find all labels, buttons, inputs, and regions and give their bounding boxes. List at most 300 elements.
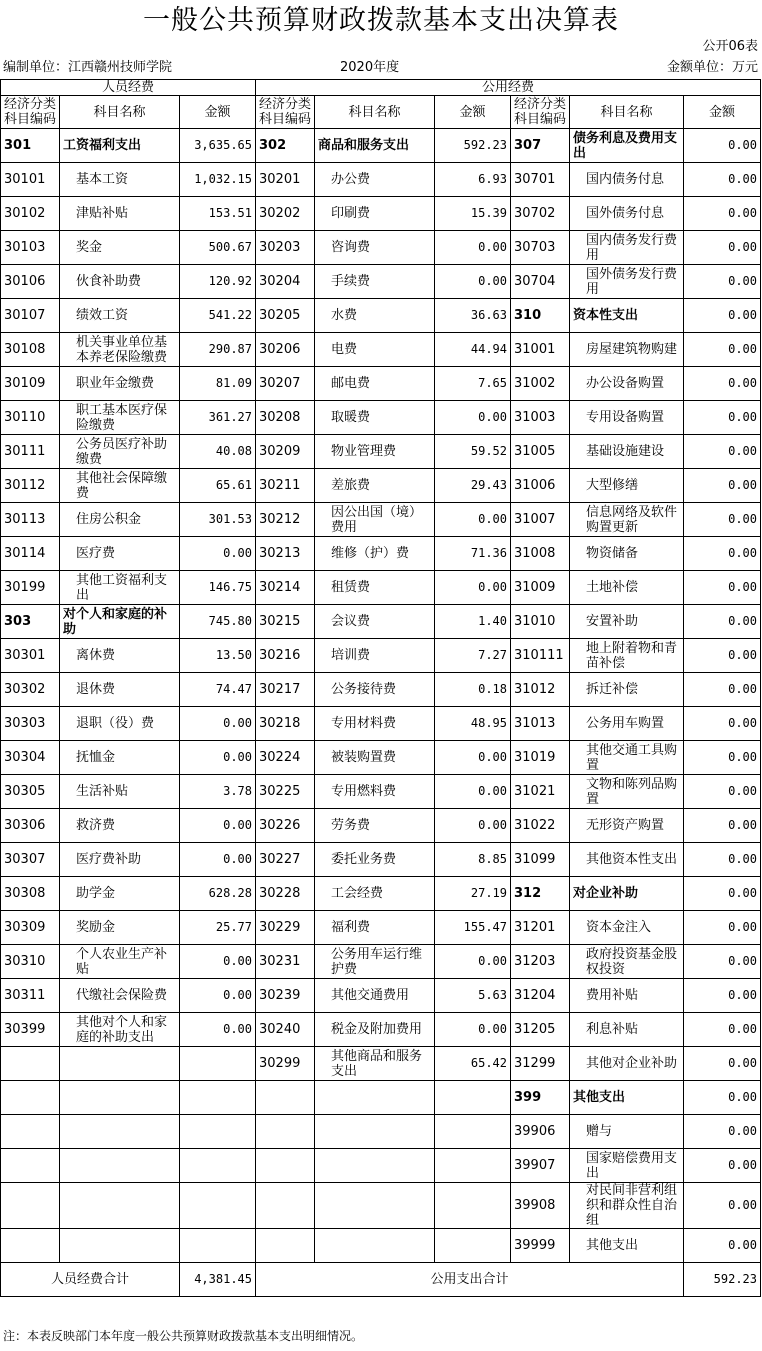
- amount-cell: [435, 1183, 511, 1229]
- account-code: 303: [1, 605, 60, 639]
- account-code: 31006: [511, 469, 570, 503]
- amount-cell: 36.63: [435, 299, 511, 333]
- account-code: 30703: [511, 231, 570, 265]
- account-name: 公务用车运行维护费: [315, 945, 435, 979]
- account-name: 工会经费: [315, 877, 435, 911]
- account-code: 30225: [256, 775, 315, 809]
- amount-cell: 59.52: [435, 435, 511, 469]
- account-code: 30229: [256, 911, 315, 945]
- account-code: 30206: [256, 333, 315, 367]
- account-code: 31299: [511, 1047, 570, 1081]
- account-code: 30102: [1, 197, 60, 231]
- amount-cell: 44.94: [435, 333, 511, 367]
- table-row: [1, 299, 761, 333]
- account-name: 地上附着物和青苗补偿: [570, 639, 684, 673]
- amount-cell: 0.00: [684, 265, 761, 299]
- account-name: 其他对企业补助: [570, 1047, 684, 1081]
- account-code: 30211: [256, 469, 315, 503]
- account-name: 资本性支出: [570, 299, 684, 333]
- table-row: [1, 1047, 761, 1081]
- amount-cell: 27.19: [435, 877, 511, 911]
- account-name: 利息补贴: [570, 1013, 684, 1047]
- amount-cell: 13.50: [180, 639, 256, 673]
- account-name: 培训费: [315, 639, 435, 673]
- amount-cell: 74.47: [180, 673, 256, 707]
- amount-cell: 0.00: [180, 1013, 256, 1047]
- account-code: 30213: [256, 537, 315, 571]
- account-code: [1, 1047, 60, 1081]
- account-name: 基本工资: [60, 163, 180, 197]
- account-code: [1, 1081, 60, 1115]
- amount-cell: 0.00: [684, 1047, 761, 1081]
- account-code: 30205: [256, 299, 315, 333]
- personnel-header: 人员经费: [1, 80, 256, 96]
- account-name: 助学金: [60, 877, 180, 911]
- amount-cell: 301.53: [180, 503, 256, 537]
- amount-cell: [180, 1149, 256, 1183]
- amount-cell: 3,635.65: [180, 129, 256, 163]
- account-code: 30209: [256, 435, 315, 469]
- table-row: [1, 1183, 761, 1229]
- amount-column-header: 金额: [435, 96, 511, 129]
- amount-cell: 0.00: [684, 605, 761, 639]
- account-code: 30112: [1, 469, 60, 503]
- account-name: 工资福利支出: [60, 129, 180, 163]
- account-name: 费用补贴: [570, 979, 684, 1013]
- amount-cell: 0.00: [684, 197, 761, 231]
- account-code: 30305: [1, 775, 60, 809]
- account-code: 30208: [256, 401, 315, 435]
- account-code: 30217: [256, 673, 315, 707]
- account-code: 30109: [1, 367, 60, 401]
- amount-cell: 0.00: [684, 673, 761, 707]
- amount-cell: 40.08: [180, 435, 256, 469]
- account-code: 31001: [511, 333, 570, 367]
- account-name: 其他交通费用: [315, 979, 435, 1013]
- expenditure-table: [0, 79, 761, 1297]
- amount-cell: 0.00: [684, 911, 761, 945]
- account-name: [315, 1081, 435, 1115]
- account-name: 国外债务付息: [570, 197, 684, 231]
- account-code: 31013: [511, 707, 570, 741]
- amount-cell: 745.80: [180, 605, 256, 639]
- account-name: [315, 1149, 435, 1183]
- account-code: [256, 1081, 315, 1115]
- account-name: [315, 1183, 435, 1229]
- account-name: 个人农业生产补贴: [60, 945, 180, 979]
- amount-cell: 0.00: [684, 1183, 761, 1229]
- account-code: 312: [511, 877, 570, 911]
- account-name: 无形资产购置: [570, 809, 684, 843]
- amount-column-header: 金额: [180, 96, 256, 129]
- account-name: [315, 1229, 435, 1263]
- account-code: 30199: [1, 571, 60, 605]
- account-name: 物资储备: [570, 537, 684, 571]
- account-code: 31012: [511, 673, 570, 707]
- account-name: 其他对个人和家庭的补助支出: [60, 1013, 180, 1047]
- amount-cell: 25.77: [180, 911, 256, 945]
- name-column-header: 科目名称: [315, 96, 435, 129]
- amount-cell: 541.22: [180, 299, 256, 333]
- table-row: [1, 231, 761, 265]
- account-name: 商品和服务支出: [315, 129, 435, 163]
- amount-cell: 0.00: [684, 299, 761, 333]
- account-name: 税金及附加费用: [315, 1013, 435, 1047]
- account-code: 31203: [511, 945, 570, 979]
- account-code: 30215: [256, 605, 315, 639]
- account-code: 30212: [256, 503, 315, 537]
- account-code: [1, 1183, 60, 1229]
- account-code: 30301: [1, 639, 60, 673]
- account-name: 代缴社会保险费: [60, 979, 180, 1013]
- account-code: 31019: [511, 741, 570, 775]
- account-code: 39999: [511, 1229, 570, 1263]
- account-name: 抚恤金: [60, 741, 180, 775]
- account-code: 30304: [1, 741, 60, 775]
- amount-cell: [435, 1115, 511, 1149]
- account-name: 专用设备购置: [570, 401, 684, 435]
- account-name: [315, 1115, 435, 1149]
- amount-cell: 0.00: [435, 503, 511, 537]
- account-code: 310111: [511, 639, 570, 673]
- amount-cell: 0.00: [684, 809, 761, 843]
- account-code: 30201: [256, 163, 315, 197]
- account-name: 维修（护）费: [315, 537, 435, 571]
- amount-cell: 0.00: [684, 979, 761, 1013]
- amount-cell: 0.00: [684, 469, 761, 503]
- table-row: [1, 673, 761, 707]
- amount-cell: 0.00: [180, 537, 256, 571]
- account-name: 安置补助: [570, 605, 684, 639]
- table-row: [1, 1081, 761, 1115]
- account-code: 39908: [511, 1183, 570, 1229]
- account-name: 其他社会保障缴费: [60, 469, 180, 503]
- amount-cell: [180, 1081, 256, 1115]
- account-code: 30202: [256, 197, 315, 231]
- amount-column-header: 金额: [684, 96, 761, 129]
- account-name: [60, 1081, 180, 1115]
- amount-cell: 0.18: [435, 673, 511, 707]
- amount-cell: 0.00: [435, 231, 511, 265]
- account-name: 土地补偿: [570, 571, 684, 605]
- table-row: [1, 537, 761, 571]
- account-code: [1, 1149, 60, 1183]
- amount-cell: 0.00: [684, 1081, 761, 1115]
- account-code: 30111: [1, 435, 60, 469]
- account-code: 30228: [256, 877, 315, 911]
- name-column-header: 科目名称: [60, 96, 180, 129]
- table-row: [1, 163, 761, 197]
- account-code: 30311: [1, 979, 60, 1013]
- account-name: 劳务费: [315, 809, 435, 843]
- table-row: [1, 1115, 761, 1149]
- account-name: 印刷费: [315, 197, 435, 231]
- table-row: [1, 129, 761, 163]
- amount-cell: 5.63: [435, 979, 511, 1013]
- account-code: 31003: [511, 401, 570, 435]
- account-code: 30101: [1, 163, 60, 197]
- account-name: [60, 1115, 180, 1149]
- table-row: [1, 333, 761, 367]
- account-code: 31021: [511, 775, 570, 809]
- amount-cell: 0.00: [435, 945, 511, 979]
- account-code: 31002: [511, 367, 570, 401]
- account-code: 30299: [256, 1047, 315, 1081]
- account-code: 30108: [1, 333, 60, 367]
- account-code: 30704: [511, 265, 570, 299]
- account-code: [256, 1229, 315, 1263]
- account-name: 退职（役）费: [60, 707, 180, 741]
- account-code: 39906: [511, 1115, 570, 1149]
- amount-cell: 8.85: [435, 843, 511, 877]
- account-name: 国外债务发行费用: [570, 265, 684, 299]
- table-row: [1, 265, 761, 299]
- amount-cell: 0.00: [435, 265, 511, 299]
- amount-cell: 0.00: [684, 1115, 761, 1149]
- amount-cell: 361.27: [180, 401, 256, 435]
- amount-cell: 0.00: [684, 877, 761, 911]
- amount-cell: [180, 1183, 256, 1229]
- footnote: 注：本表反映部门本年度一般公共预算财政拨款基本支出明细情况。: [3, 1329, 364, 1343]
- amount-cell: 0.00: [684, 503, 761, 537]
- table-row: [1, 1149, 761, 1183]
- account-name: 专用材料费: [315, 707, 435, 741]
- account-name: 其他支出: [570, 1081, 684, 1115]
- account-code: 30307: [1, 843, 60, 877]
- table-row: [1, 707, 761, 741]
- account-name: 手续费: [315, 265, 435, 299]
- amount-cell: 0.00: [684, 843, 761, 877]
- amount-cell: 0.00: [684, 367, 761, 401]
- account-name: [60, 1229, 180, 1263]
- table-row: [1, 877, 761, 911]
- fiscal-year: 2020年度: [340, 60, 400, 75]
- account-name: 咨询费: [315, 231, 435, 265]
- account-name: 电费: [315, 333, 435, 367]
- amount-cell: 65.61: [180, 469, 256, 503]
- amount-unit: 金额单位：万元: [666, 60, 758, 75]
- account-name: [60, 1047, 180, 1081]
- amount-cell: [180, 1047, 256, 1081]
- reporting-unit: 编制单位：江西赣州技师学院: [3, 60, 173, 75]
- account-name: 赠与: [570, 1115, 684, 1149]
- amount-cell: 0.00: [180, 741, 256, 775]
- account-name: 政府投资基金股权投资: [570, 945, 684, 979]
- account-code: 30240: [256, 1013, 315, 1047]
- account-code: 30224: [256, 741, 315, 775]
- account-code: 31005: [511, 435, 570, 469]
- account-code: 30107: [1, 299, 60, 333]
- amount-cell: 0.00: [684, 129, 761, 163]
- amount-cell: 155.47: [435, 911, 511, 945]
- table-row: [1, 503, 761, 537]
- amount-cell: 0.00: [435, 741, 511, 775]
- account-code: 31010: [511, 605, 570, 639]
- account-name: 基础设施建设: [570, 435, 684, 469]
- amount-cell: 0.00: [684, 1149, 761, 1183]
- public-header: 公用经费: [256, 80, 761, 96]
- account-name: 债务利息及费用支出: [570, 129, 684, 163]
- account-code: [256, 1149, 315, 1183]
- amount-cell: 1,032.15: [180, 163, 256, 197]
- account-name: 对个人和家庭的补助: [60, 605, 180, 639]
- account-name: 机关事业单位基本养老保险缴费: [60, 333, 180, 367]
- account-name: 住房公积金: [60, 503, 180, 537]
- personnel-total-label: 人员经费合计: [1, 1263, 180, 1297]
- account-code: 31008: [511, 537, 570, 571]
- account-code: 30106: [1, 265, 60, 299]
- amount-cell: [435, 1149, 511, 1183]
- account-name: 国内债务发行费用: [570, 231, 684, 265]
- account-name: 房屋建筑物购建: [570, 333, 684, 367]
- account-code: 302: [256, 129, 315, 163]
- account-name: 物业管理费: [315, 435, 435, 469]
- account-name: 其他商品和服务支出: [315, 1047, 435, 1081]
- account-name: 水费: [315, 299, 435, 333]
- amount-cell: 7.65: [435, 367, 511, 401]
- public-total-label: 公用支出合计: [256, 1263, 684, 1297]
- account-code: 30114: [1, 537, 60, 571]
- amount-cell: 0.00: [180, 809, 256, 843]
- amount-cell: 0.00: [684, 741, 761, 775]
- amount-cell: 48.95: [435, 707, 511, 741]
- account-name: 离休费: [60, 639, 180, 673]
- account-name: 文物和陈列品购置: [570, 775, 684, 809]
- account-code: 307: [511, 129, 570, 163]
- account-name: 国内债务付息: [570, 163, 684, 197]
- table-row: [1, 843, 761, 877]
- account-code: 30701: [511, 163, 570, 197]
- code-column-header: 经济分类科目编码: [1, 96, 60, 129]
- account-code: 31204: [511, 979, 570, 1013]
- code-column-header: 经济分类科目编码: [256, 96, 315, 129]
- amount-cell: 628.28: [180, 877, 256, 911]
- account-code: 30204: [256, 265, 315, 299]
- account-code: 31205: [511, 1013, 570, 1047]
- account-name: 救济费: [60, 809, 180, 843]
- amount-cell: 0.00: [435, 401, 511, 435]
- personnel-total-amount: 4,381.45: [180, 1263, 256, 1297]
- amount-cell: 120.92: [180, 265, 256, 299]
- table-row: [1, 571, 761, 605]
- account-code: 31099: [511, 843, 570, 877]
- amount-cell: 0.00: [684, 639, 761, 673]
- amount-cell: 592.23: [435, 129, 511, 163]
- amount-cell: 0.00: [180, 707, 256, 741]
- account-name: 津贴补贴: [60, 197, 180, 231]
- account-code: 30110: [1, 401, 60, 435]
- amount-cell: 500.67: [180, 231, 256, 265]
- table-row: [1, 741, 761, 775]
- account-code: 39907: [511, 1149, 570, 1183]
- amount-cell: 0.00: [684, 537, 761, 571]
- account-name: 办公设备购置: [570, 367, 684, 401]
- account-name: 对企业补助: [570, 877, 684, 911]
- name-column-header: 科目名称: [570, 96, 684, 129]
- account-code: 30216: [256, 639, 315, 673]
- amount-cell: 65.42: [435, 1047, 511, 1081]
- amount-cell: 0.00: [180, 979, 256, 1013]
- account-name: 大型修缮: [570, 469, 684, 503]
- account-code: 310: [511, 299, 570, 333]
- account-name: 公务接待费: [315, 673, 435, 707]
- account-name: 伙食补助费: [60, 265, 180, 299]
- table-row: [1, 1013, 761, 1047]
- account-name: 专用燃料费: [315, 775, 435, 809]
- account-code: [1, 1229, 60, 1263]
- amount-cell: [435, 1229, 511, 1263]
- account-code: 30103: [1, 231, 60, 265]
- account-code: 31201: [511, 911, 570, 945]
- account-code: [1, 1115, 60, 1149]
- table-row: [1, 367, 761, 401]
- account-name: 邮电费: [315, 367, 435, 401]
- account-name: 退休费: [60, 673, 180, 707]
- account-code: 30214: [256, 571, 315, 605]
- account-name: 其他资本性支出: [570, 843, 684, 877]
- form-number: 公开06表: [702, 39, 758, 54]
- account-code: 30310: [1, 945, 60, 979]
- code-column-header: 经济分类科目编码: [511, 96, 570, 129]
- account-name: 绩效工资: [60, 299, 180, 333]
- amount-cell: 0.00: [684, 1013, 761, 1047]
- account-name: 国家赔偿费用支出: [570, 1149, 684, 1183]
- account-name: 职业年金缴费: [60, 367, 180, 401]
- account-name: 职工基本医疗保险缴费: [60, 401, 180, 435]
- account-name: 奖励金: [60, 911, 180, 945]
- account-code: 30207: [256, 367, 315, 401]
- table-row: [1, 809, 761, 843]
- table-row: [1, 775, 761, 809]
- table-row: [1, 435, 761, 469]
- account-name: 被装购置费: [315, 741, 435, 775]
- public-total-amount: 592.23: [684, 1263, 761, 1297]
- amount-cell: 0.00: [435, 775, 511, 809]
- amount-cell: 0.00: [684, 1229, 761, 1263]
- account-code: 31007: [511, 503, 570, 537]
- amount-cell: 1.40: [435, 605, 511, 639]
- amount-cell: 29.43: [435, 469, 511, 503]
- account-name: 拆迁补偿: [570, 673, 684, 707]
- table-row: [1, 945, 761, 979]
- account-code: 399: [511, 1081, 570, 1115]
- amount-cell: [435, 1081, 511, 1115]
- account-name: 奖金: [60, 231, 180, 265]
- amount-cell: 0.00: [684, 333, 761, 367]
- table-row: [1, 979, 761, 1013]
- amount-cell: 3.78: [180, 775, 256, 809]
- page-title: 一般公共预算财政拨款基本支出决算表: [143, 5, 619, 36]
- amount-cell: 0.00: [684, 231, 761, 265]
- amount-cell: 7.27: [435, 639, 511, 673]
- amount-cell: 0.00: [180, 843, 256, 877]
- account-name: 办公费: [315, 163, 435, 197]
- account-name: 信息网络及软件购置更新: [570, 503, 684, 537]
- account-name: 对民间非营利组织和群众性自治组: [570, 1183, 684, 1229]
- account-name: 医疗费: [60, 537, 180, 571]
- account-name: 其他工资福利支出: [60, 571, 180, 605]
- account-code: 30226: [256, 809, 315, 843]
- account-name: 取暖费: [315, 401, 435, 435]
- account-name: [60, 1183, 180, 1229]
- table-row: [1, 605, 761, 639]
- account-code: 30218: [256, 707, 315, 741]
- account-name: 会议费: [315, 605, 435, 639]
- amount-cell: 0.00: [684, 707, 761, 741]
- table-row: [1, 401, 761, 435]
- account-code: 30239: [256, 979, 315, 1013]
- amount-cell: 146.75: [180, 571, 256, 605]
